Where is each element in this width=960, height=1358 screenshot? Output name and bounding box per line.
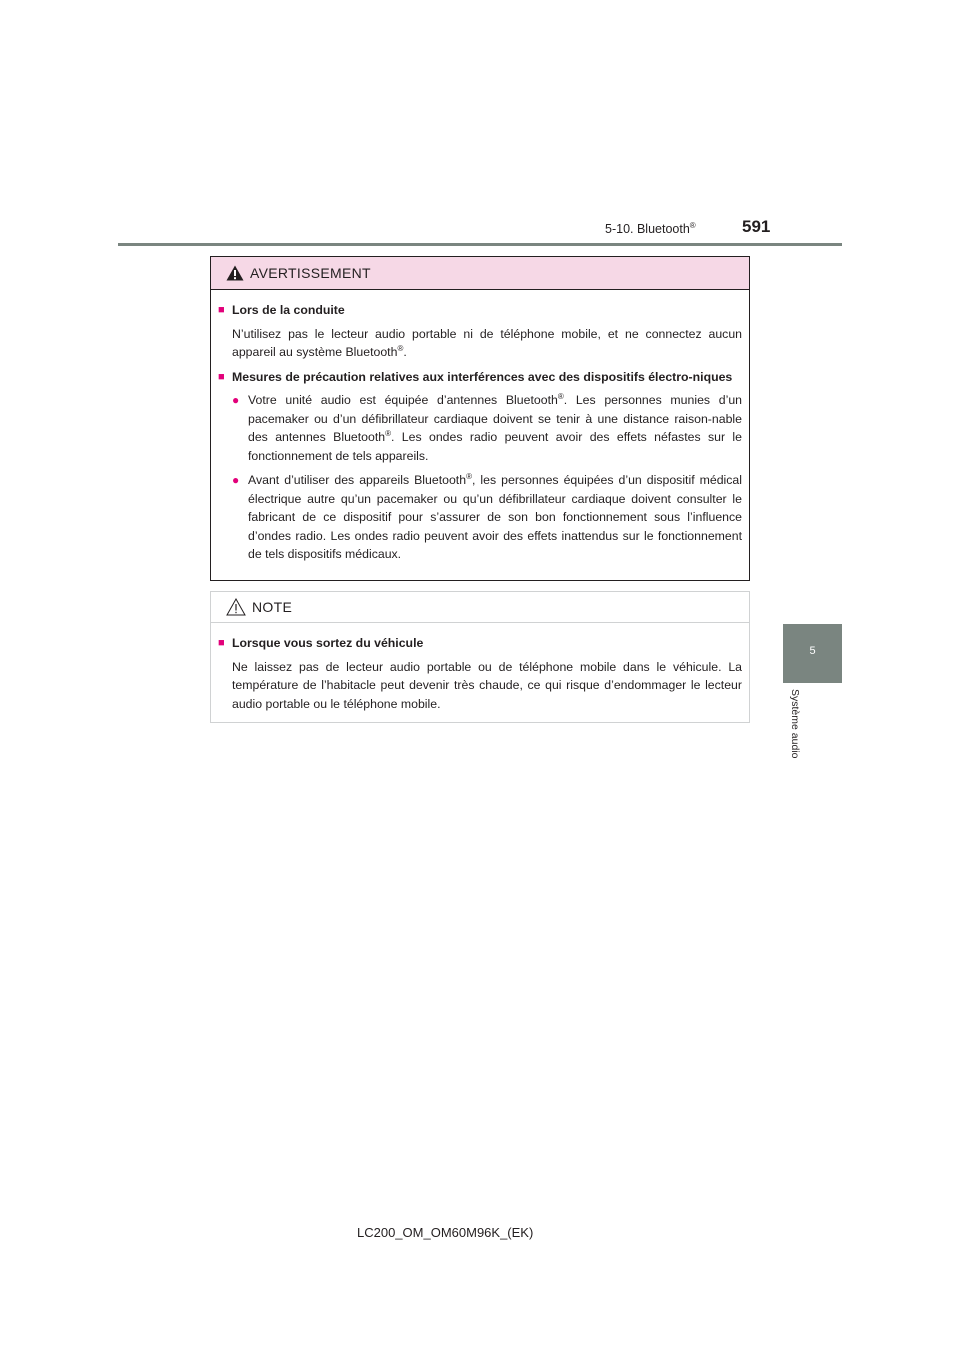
note-body: [211, 623, 749, 713]
page-number: 591: [742, 217, 771, 236]
square-bullet-icon: ■: [218, 304, 225, 316]
warning-item-heading: ■ Lors de la conduite: [218, 301, 742, 320]
header-divider: [118, 243, 842, 246]
square-bullet-icon: ■: [218, 370, 225, 383]
document-code: LC200_OM_OM60M96K_(EK): [357, 1225, 534, 1240]
chapter-tab: [783, 624, 842, 683]
note-box: [210, 591, 750, 723]
warning-triangle-icon: [226, 265, 244, 281]
caution-outline-triangle-icon: [226, 598, 246, 616]
dot-bullet-icon: ●: [232, 393, 240, 407]
note-title: NOTE: [252, 599, 293, 615]
warning-bullet: ● Avant d’utiliser des appareils Bluetooth®, les personnes équipées d’un dispositif médical électrique autre qu’un pacemaker ou qu’un défibrillateur cardiaque doivent consulter le fabricant de ce dispositif pour s’assurer de son bon fonctionnement sous l’influence d’ondes radio. Les ondes radio peuvent avoir des effets inattendus sur le fonctionnement de tels dispositifs médicaux.: [218, 471, 742, 564]
dot-bullet-icon: ●: [232, 473, 240, 487]
warning-item-heading: ■ Mesures de précaution relatives aux interférences avec des dispositifs électro-niques: [218, 368, 742, 387]
section-title: 5-10. Bluetooth®: [605, 221, 696, 236]
warning-body: [211, 290, 749, 564]
square-bullet-icon: ■: [218, 637, 225, 649]
note-item-text: Ne laissez pas de lecteur audio portable ou de téléphone mobile dans le véhicule. La température de l’habitacle peut devenir très chaude, ce qui risque d’endommager le lecteur audio portable ou le téléphone mobile.: [232, 659, 742, 711]
note-header: [211, 592, 749, 623]
chapter-number: 5: [809, 645, 816, 657]
chapter-label: Système audio: [789, 689, 801, 759]
note-item-heading: ■ Lorsque vous sortez du véhicule: [218, 634, 742, 653]
warning-item-text: N’utilisez pas le lecteur audio portable ni de téléphone mobile, et ne connectez aucun appareil au système Bluetooth®.: [232, 326, 742, 359]
warning-bullet: ● Votre unité audio est équipée d’antennes Bluetooth®. Les personnes munies d’un pacemaker ou d’un défibrillateur cardiaque doivent se tenir à une distance raison-nable des antennes Bluetooth®. Les ondes radio peuvent avoir des effets néfastes sur le fonctionnement de tels appareils.: [218, 391, 742, 465]
warning-box: [210, 256, 750, 581]
warning-title: AVERTISSEMENT: [250, 265, 371, 281]
warning-header: [211, 257, 749, 290]
